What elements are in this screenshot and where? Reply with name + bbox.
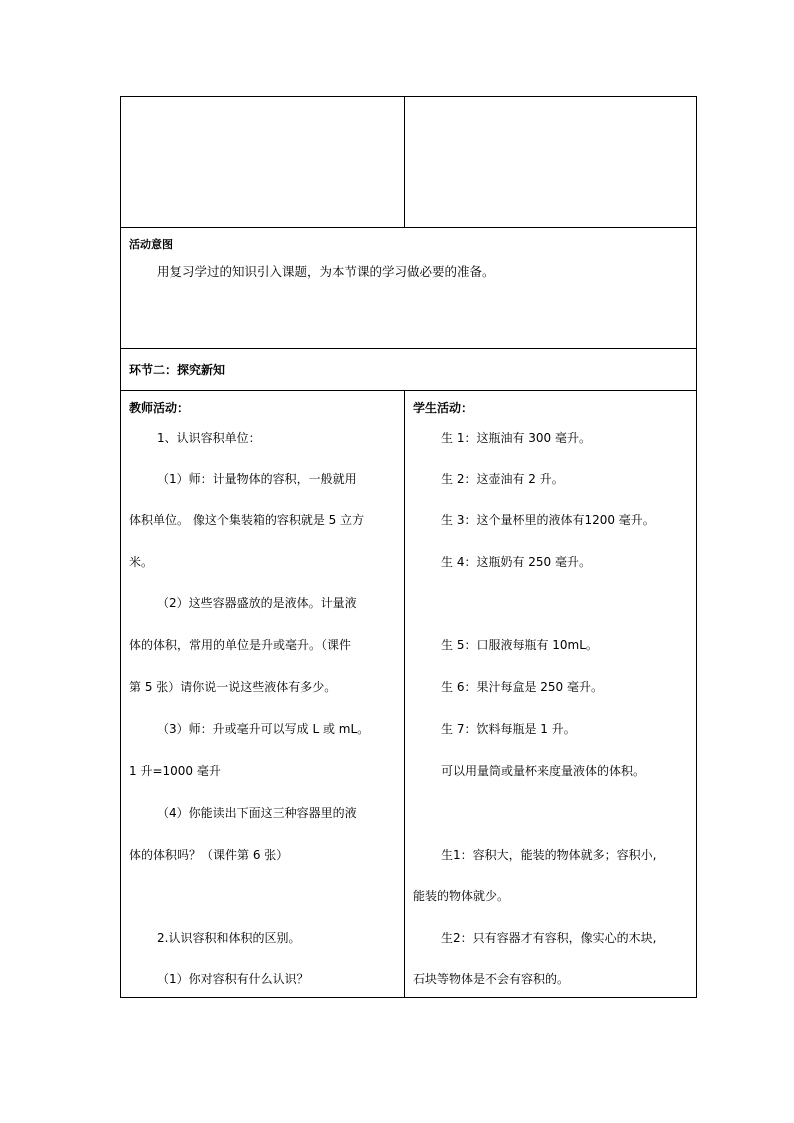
activity-intent-content: 用复习学过的知识引入课题，为本节课的学习做必要的准备。	[157, 264, 495, 279]
student-line: 生 5：口服液每瓶有 10mL。	[441, 638, 598, 652]
teacher-line: 第 5 张）请你说一说这些液体有多少。	[129, 680, 337, 694]
lesson-plan-table	[120, 96, 697, 998]
teacher-line: 1 升=1000 毫升	[129, 764, 221, 778]
teacher-line: 体的体积，常用的单位是升或毫升。（课件	[129, 638, 352, 652]
teacher-line: 2.认识容积和体积的区别。	[157, 931, 301, 945]
section2-row	[121, 349, 696, 391]
student-line: 生 6：果汁每盒是 250 毫升。	[441, 680, 603, 694]
activity-intent-title: 活动意图	[129, 238, 173, 251]
student-line: 生 3：这个量杯里的液体有1200 毫升。	[441, 513, 655, 527]
top-row-divider	[404, 97, 405, 227]
student-line: 石块等物体是不会有容积的。	[413, 972, 570, 986]
teacher-line: 1、认识容积单位：	[157, 431, 261, 445]
section2-title: 环节二：探究新知	[129, 363, 226, 377]
activity-intent-row	[121, 228, 696, 348]
teacher-line: （1）师：计量物体的容积，一般就用	[157, 472, 357, 486]
teacher-line: （1）你对容积有什么认识？	[157, 972, 309, 986]
teacher-line: 体的体积吗？（课件第 6 张）	[129, 848, 289, 862]
teacher-line: （3）师：升或毫升可以写成 L 或 mL。	[157, 722, 370, 736]
student-header: 学生活动：	[413, 401, 474, 415]
teacher-line: （2）这些容器盛放的是液体。计量液	[157, 596, 357, 610]
student-line: 生 7：饮料每瓶是 1 升。	[441, 722, 576, 736]
student-line: 生 1：这瓶油有 300 毫升。	[441, 431, 591, 445]
teacher-line: （4）你能读出下面这三种容器里的液	[157, 806, 357, 820]
student-line: 生 2：这壶油有 2 升。	[441, 472, 564, 486]
content-column-divider	[404, 390, 405, 998]
teacher-line: 米。	[129, 555, 154, 569]
empty-top-row	[121, 97, 696, 227]
student-line: 生2：只有容器才有容积，像实心的木块,	[441, 931, 657, 945]
student-line: 可以用量筒或量杯来度量液体的体积。	[441, 764, 646, 778]
student-line: 生 4：这瓶奶有 250 毫升。	[441, 555, 591, 569]
teacher-line: 体积单位。 像这个集装箱的容积就是 5 立方	[129, 513, 365, 527]
student-line: 能装的物体就少。	[413, 889, 510, 903]
row-divider-3	[121, 390, 696, 391]
student-line: 生1：容积大，能装的物体就多；容积小,	[441, 848, 657, 862]
teacher-header: 教师活动：	[129, 401, 190, 415]
